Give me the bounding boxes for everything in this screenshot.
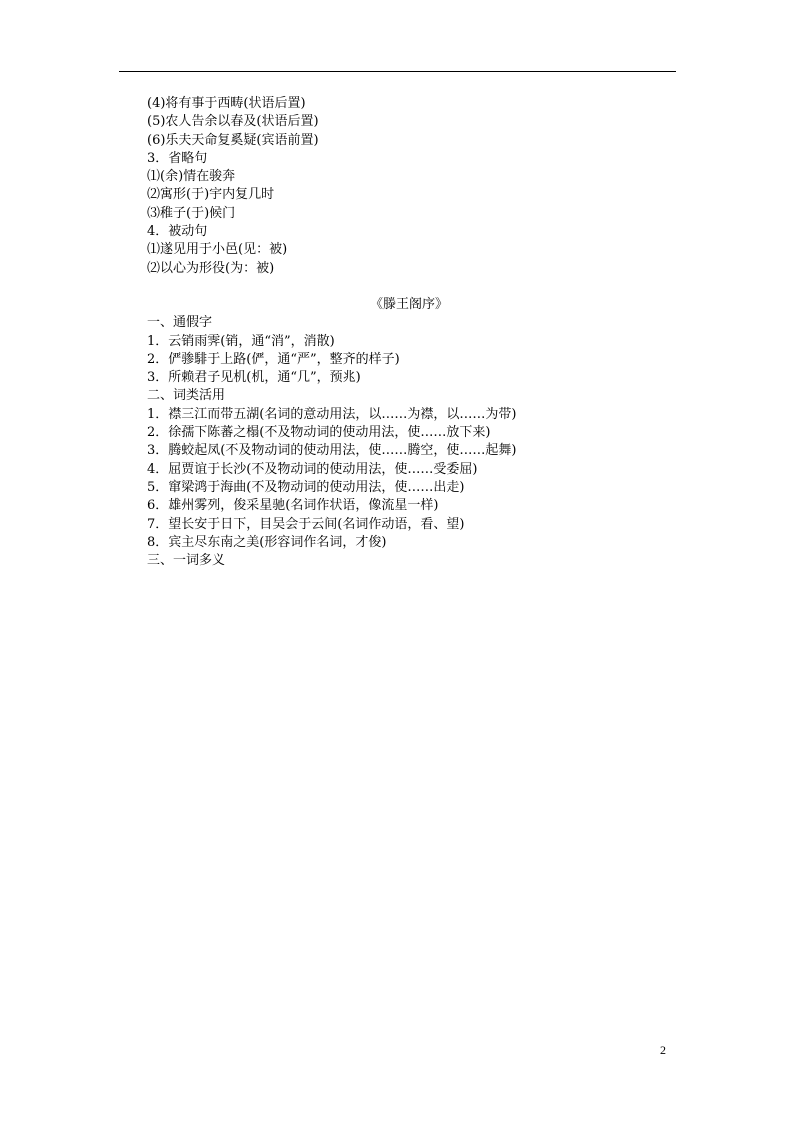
text-line: 5．窜梁鸿于海曲(不及物动词的使动用法，使……出走) <box>147 479 465 495</box>
text-line: 1．云销雨霁(销，通“消”，消散) <box>147 333 335 349</box>
text-line: 8．宾主尽东南之美(形容词作名词，才俊) <box>147 534 387 550</box>
text-line: 3．腾蛟起凤(不及物动词的使动用法，使……腾空，使……起舞) <box>147 443 517 459</box>
text-line: (4)将有事于西畴(状语后置) <box>147 96 306 111</box>
text-line: 3．省略句 <box>147 150 208 166</box>
text-line: 4．屈贾谊于长沙(不及物动词的使动用法，使……受委屈) <box>147 461 478 477</box>
text-line: ⑴遂见用于小邑(见：被) <box>147 242 288 258</box>
heading-line: 三、一词多义 <box>147 553 226 569</box>
text-line: ⑵寓形(于)宇内复几时 <box>147 187 275 203</box>
text-line: 2．俨骖騑于上路(俨，通“严”，整齐的样子) <box>147 351 400 367</box>
header-rule <box>119 71 676 72</box>
text-line: 4．被动句 <box>147 224 208 240</box>
page-content <box>147 95 687 570</box>
text-line: 7．望长安于日下，目吴会于云间(名词作动语，看、望) <box>147 516 465 532</box>
text-line: 6．雄州雾列，俊采星驰(名词作状语，像流星一样) <box>147 498 439 514</box>
heading-line: 一、通假字 <box>147 315 213 331</box>
text-line: 3．所赖君子见机(机，通“几”，预兆) <box>147 370 361 386</box>
blank-line <box>147 278 687 296</box>
text-line: 1．襟三江而带五湖(名词的意动用法，以……为襟，以……为带) <box>147 406 517 422</box>
text-line: 2．徐孺下陈蕃之榻(不及物动词的使动用法，使……放下来) <box>147 425 491 441</box>
text-line: (5)农人告余以春及(状语后置) <box>147 114 319 130</box>
page-number: 2 <box>660 1043 666 1057</box>
heading-line: 二、词类活用 <box>147 388 226 404</box>
text-line: ⑶稚子(于)候门 <box>147 205 236 221</box>
text-line: (6)乐夫天命复奚疑(宾语前置) <box>147 132 319 148</box>
text-line: ⑴(余)情在骏奔 <box>147 169 236 185</box>
text-line: ⑵以心为形役(为：被) <box>147 260 275 276</box>
section-title: 《滕王阁序》 <box>369 296 448 312</box>
